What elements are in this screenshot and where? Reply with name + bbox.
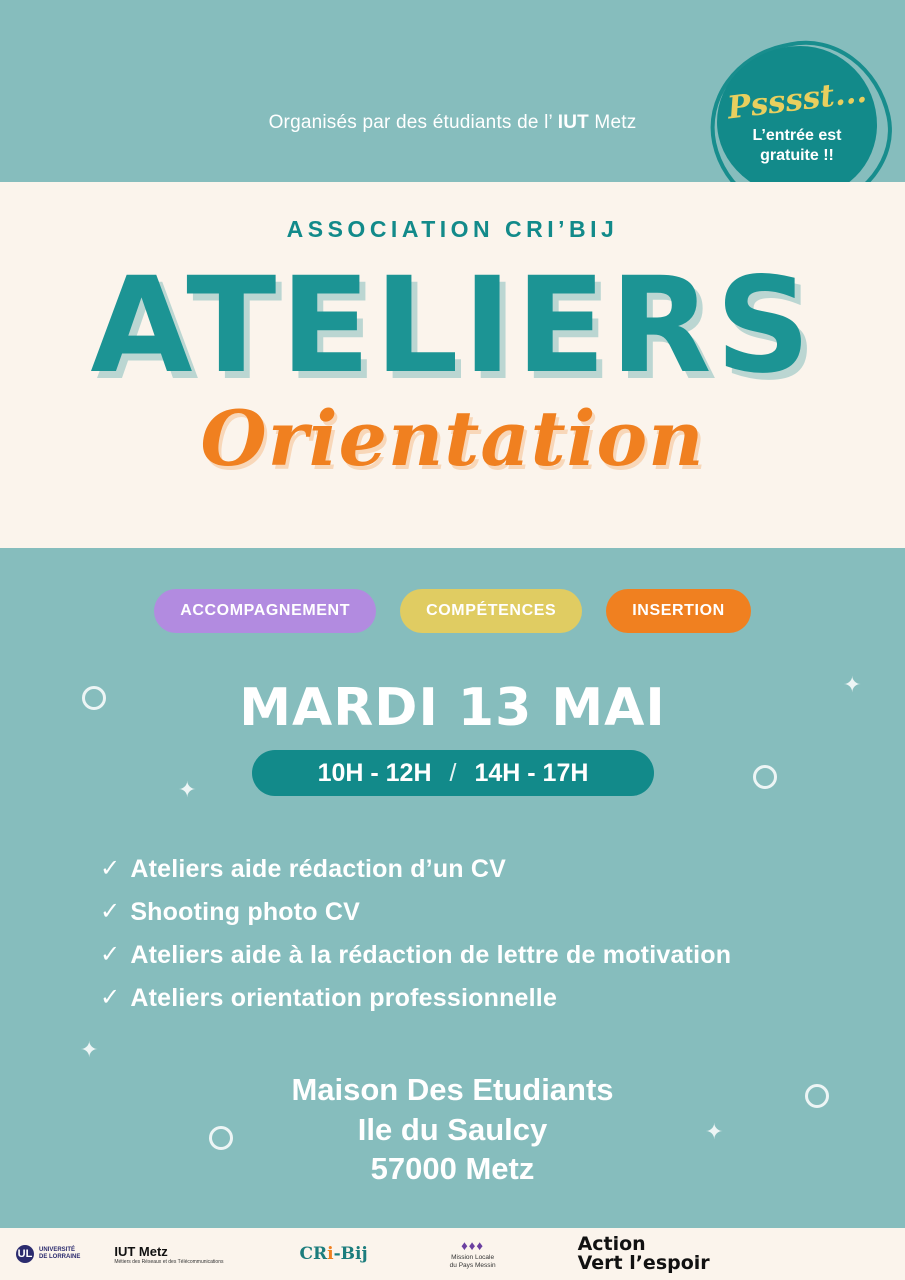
list-item-label: Ateliers orientation professionnelle — [130, 984, 558, 1012]
venue-line-3: 57000 Metz — [370, 1151, 535, 1187]
logo-cri-bij — [299, 1244, 367, 1264]
list-item — [100, 855, 840, 884]
logo-universite-de-lorraine — [16, 1245, 80, 1263]
badge-line-1: L’entrée est — [752, 127, 842, 144]
pill-label: ACCOMPAGNEMENT — [180, 602, 351, 619]
organisers-suffix: Metz — [588, 112, 637, 133]
iut-title — [114, 1244, 223, 1265]
cribij-part-a: CR — [299, 1244, 328, 1264]
organisers-prefix: Organisés par des étudiants de l’ — [268, 112, 558, 133]
page-title: ATELIERS — [90, 249, 815, 403]
hours-slot-1: 10H - 12H — [317, 758, 432, 787]
action-sub-b: l’espoir — [629, 1252, 710, 1274]
list-item — [100, 941, 840, 970]
action-sub-a: Vert — [577, 1252, 623, 1274]
page-subtitle: Orientation — [200, 394, 705, 483]
cribij-part-c: -Bij — [333, 1244, 368, 1264]
pill-label: COMPÉTENCES — [426, 602, 557, 619]
activities-list — [100, 855, 840, 1027]
logo-mission-locale — [450, 1238, 496, 1269]
check-icon: ✓ — [100, 854, 121, 882]
action-title: Action — [577, 1233, 646, 1255]
check-icon: ✓ — [100, 940, 121, 968]
decor-sparkle: ✦ — [843, 673, 862, 698]
logo-iut-metz — [114, 1244, 223, 1265]
venue-address — [0, 1070, 905, 1189]
hours-separator: / — [449, 758, 457, 787]
list-item — [100, 898, 840, 927]
mission-locale-line-1: Mission Locale — [451, 1254, 495, 1261]
title-band — [0, 182, 905, 548]
list-item-label: Shooting photo CV — [130, 898, 361, 926]
check-icon: ✓ — [100, 897, 121, 925]
ul-line-1: UNIVERSITÉ — [39, 1247, 76, 1254]
ul-text — [39, 1247, 80, 1261]
iut-department: Métiers des Réseaux et des Télécommunications — [114, 1258, 224, 1265]
ul-line-2: DE LORRAINE — [39, 1254, 81, 1260]
list-item-label: Ateliers aide rédaction d’un CV — [130, 855, 507, 883]
decor-sparkle: ✦ — [178, 778, 197, 803]
venue-line-2: Ile du Saulcy — [357, 1111, 548, 1147]
mission-locale-line-2: du Pays Messin — [449, 1261, 496, 1269]
badge-psst-text: Psssst... — [725, 73, 869, 127]
action-subtitle — [578, 1254, 710, 1273]
event-date: MARDI 13 MAI — [239, 678, 666, 738]
venue-line-1: Maison Des Etudiants — [291, 1072, 614, 1107]
badge-subtext — [711, 126, 883, 166]
decor-ring — [753, 765, 777, 789]
iut-name: IUT Metz — [114, 1243, 168, 1259]
badge-line-2: gratuite !! — [760, 147, 834, 164]
ul-mark-icon: UL — [16, 1245, 34, 1263]
decor-sparkle: ✦ — [80, 1038, 99, 1063]
pill-accompagnement[interactable] — [154, 589, 376, 633]
list-item-label: Ateliers aide à la rédaction de lettre de motivation — [130, 941, 732, 969]
event-hours — [252, 750, 654, 796]
check-icon: ✓ — [100, 983, 121, 1011]
cribij-wordmark — [299, 1244, 367, 1264]
cribij-part-b: i — [327, 1244, 334, 1264]
logo-action-vert-lespoir — [578, 1235, 710, 1273]
theme-pills — [0, 589, 905, 633]
association-name: ASSOCIATION CRI’BIJ — [286, 216, 619, 242]
decor-sparkle: ✦ — [705, 1120, 724, 1145]
footer-logos — [0, 1228, 905, 1280]
mission-locale-icon: ♦♦♦ — [461, 1238, 485, 1254]
pill-competences[interactable] — [400, 589, 582, 633]
hours-slot-2: 14H - 17H — [474, 758, 589, 787]
list-item — [100, 984, 840, 1013]
pill-label: INSERTION — [632, 602, 725, 619]
pill-insertion[interactable] — [606, 589, 751, 633]
organisers-iut: IUT — [557, 112, 589, 133]
